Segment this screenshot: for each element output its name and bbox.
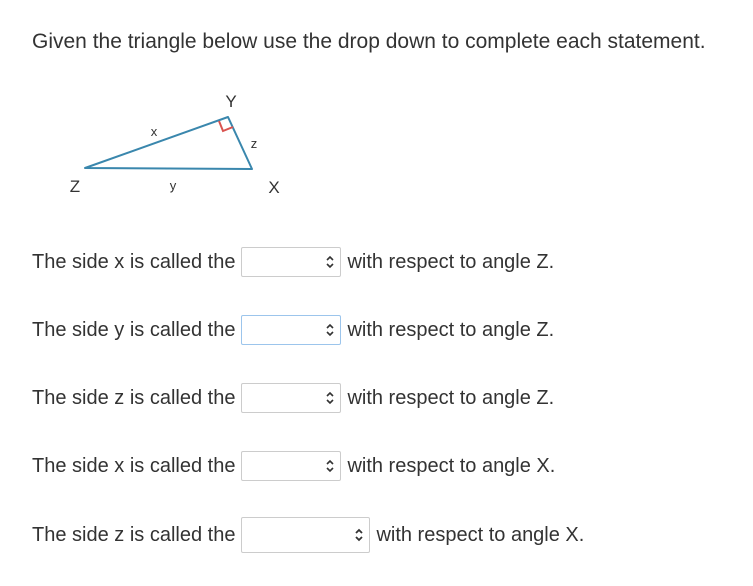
question-row bbox=[32, 518, 584, 552]
question-row bbox=[32, 313, 554, 347]
question-suffix: with respect to angle Z. bbox=[347, 386, 555, 409]
question-row bbox=[32, 381, 554, 415]
side-label-z: z bbox=[250, 136, 258, 151]
question-prefix: The side x is called the bbox=[32, 454, 236, 477]
question-prefix: The side z is called the bbox=[32, 386, 236, 409]
answer-dropdown[interactable] bbox=[241, 247, 341, 277]
chevron-up-down-icon bbox=[324, 457, 336, 475]
question-suffix: with respect to angle X. bbox=[376, 523, 585, 546]
vertex-label-x: X bbox=[268, 178, 280, 197]
question-suffix: with respect to angle Z. bbox=[347, 318, 555, 341]
chevron-up-down-icon bbox=[353, 526, 365, 544]
instruction-text: Given the triangle below use the drop down to complete each statement. bbox=[32, 30, 706, 53]
side-label-y: y bbox=[169, 178, 177, 193]
vertex-label-z: Z bbox=[69, 177, 81, 196]
triangle-diagram bbox=[55, 85, 295, 200]
answer-dropdown[interactable] bbox=[241, 517, 370, 553]
triangle-outline bbox=[85, 117, 252, 169]
chevron-up-down-icon bbox=[324, 321, 336, 339]
chevron-up-down-icon bbox=[324, 389, 336, 407]
answer-dropdown[interactable] bbox=[241, 383, 341, 413]
question-prefix: The side y is called the bbox=[32, 318, 236, 341]
vertex-label-y: Y bbox=[225, 92, 237, 111]
answer-dropdown[interactable] bbox=[241, 315, 341, 345]
question-suffix: with respect to angle Z. bbox=[347, 250, 555, 273]
question-prefix: The side x is called the bbox=[32, 250, 236, 273]
question-row bbox=[32, 449, 555, 483]
question-prefix: The side z is called the bbox=[32, 523, 236, 546]
question-row bbox=[32, 245, 554, 279]
chevron-up-down-icon bbox=[324, 253, 336, 271]
answer-dropdown[interactable] bbox=[241, 451, 341, 481]
question-suffix: with respect to angle X. bbox=[347, 454, 556, 477]
side-label-x: x bbox=[150, 124, 158, 139]
